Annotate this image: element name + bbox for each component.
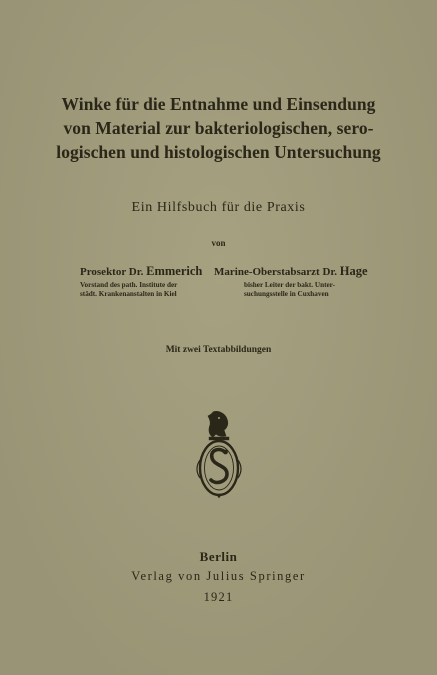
author-surname: Hage — [339, 264, 368, 278]
publication-place: Berlin — [199, 549, 238, 564]
author-hage — [214, 264, 374, 299]
author-description-line: suchungsstelle in Cuxhaven — [244, 290, 329, 298]
author-description-line: Vorstand des path. Institute der — [80, 281, 178, 289]
author-description-line: bisher Leiter der bakt. Unter- — [244, 281, 335, 289]
book-subtitle: Ein Hilfsbuch für die Praxis — [131, 200, 306, 215]
author-prefix: Prosektor Dr. — [80, 266, 144, 278]
publication-year: 1921 — [203, 590, 234, 604]
figures-note: Mit zwei Textabbildungen — [165, 345, 272, 355]
author-description-line: städt. Krankenanstalten in Kiel — [80, 290, 177, 298]
title-line: logischen und histologischen Untersuchung — [56, 142, 381, 162]
title-line: von Material zur bakteriologischen, sero- — [63, 118, 374, 138]
author-name — [80, 264, 210, 279]
author-surname: Emmerich — [146, 264, 203, 278]
author-emmerich — [80, 264, 210, 299]
book-title — [30, 92, 407, 164]
author-name — [214, 264, 374, 279]
by-word: von — [211, 238, 226, 248]
title-line: Winke für die Entnahme und Einsendung — [61, 94, 376, 114]
springer-knight-logo-icon — [194, 410, 244, 498]
author-prefix: Marine-Oberstabsarzt Dr. — [214, 266, 338, 278]
publisher: Verlag von Julius Springer — [131, 569, 306, 583]
